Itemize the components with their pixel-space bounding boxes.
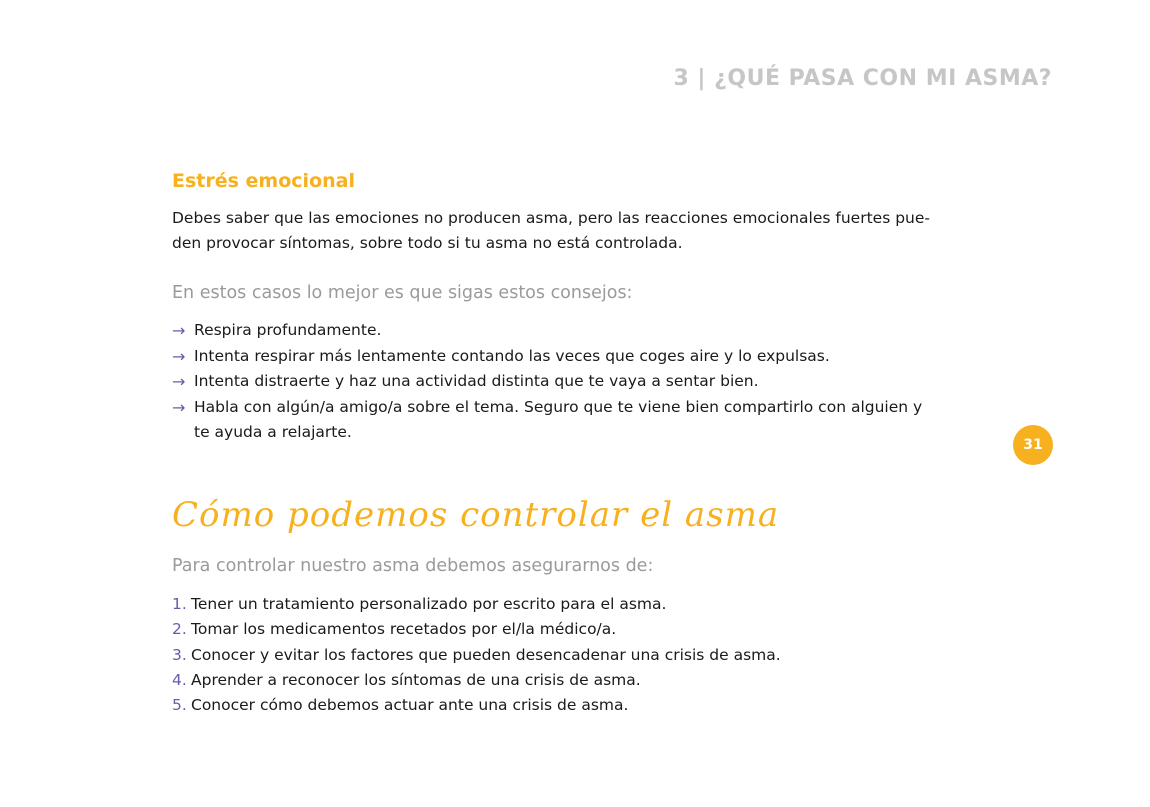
arrow-right-icon: → bbox=[172, 397, 186, 417]
list-item-text: Intenta distraerte y haz una actividad distinta que te vaya a sentar bien. bbox=[194, 372, 759, 390]
list-item bbox=[172, 344, 942, 370]
list-item bbox=[172, 318, 942, 344]
list-marker: 2. bbox=[172, 620, 187, 639]
list-item-text: Respira profundamente. bbox=[194, 321, 382, 339]
tips-heading: En estos casos lo mejor es que sigas estos consejos: bbox=[172, 283, 633, 303]
list-item-text: Tener un tratamiento personalizado por escrito para el asma. bbox=[191, 595, 667, 613]
list-item-text: Habla con algún/a amigo/a sobre el tema. Seguro que te viene bien compartirlo con alguien y te ayuda a relajarte. bbox=[194, 397, 923, 441]
list-item-text: Aprender a reconocer los síntomas de una crisis de asma. bbox=[191, 670, 641, 689]
chapter-header: 3 | ¿QUÉ PASA CON MI ASMA? bbox=[673, 66, 1052, 91]
list-marker: 4. bbox=[172, 670, 187, 689]
tips-list bbox=[172, 318, 942, 446]
list-item-text: Intenta respirar más lentamente contando las veces que coges aire y lo expulsas. bbox=[194, 346, 830, 365]
list-item bbox=[172, 693, 942, 718]
page-number-badge bbox=[1013, 425, 1053, 465]
arrow-right-icon: → bbox=[172, 346, 186, 366]
list-item-text: Conocer y evitar los factores que pueden desencadenar una crisis de asma. bbox=[191, 645, 781, 664]
list-item bbox=[172, 395, 942, 446]
control-intro: Para controlar nuestro asma debemos asegurarnos de: bbox=[172, 556, 654, 576]
list-item bbox=[172, 668, 942, 693]
arrow-right-icon: → bbox=[172, 372, 186, 391]
list-marker: 3. bbox=[172, 645, 187, 664]
list-marker: 1. bbox=[172, 595, 187, 613]
list-item bbox=[172, 643, 942, 668]
page-number: 31 bbox=[1023, 437, 1043, 453]
list-item-text: Conocer cómo debemos actuar ante una crisis de asma. bbox=[191, 696, 629, 715]
control-steps-list bbox=[172, 592, 942, 718]
control-heading: Cómo podemos controlar el asma bbox=[172, 495, 780, 535]
list-item bbox=[172, 369, 942, 395]
list-item-text: Tomar los medicamentos recetados por el/la médico/a. bbox=[191, 620, 617, 639]
list-item bbox=[172, 617, 942, 642]
arrow-right-icon: → bbox=[172, 321, 186, 340]
list-marker: 5. bbox=[172, 696, 187, 715]
section-paragraph: Debes saber que las emociones no producen asma, pero las reacciones emocionales fuertes pue-den provocar síntomas, sobre todo si tu asma no está controlada. bbox=[172, 209, 930, 252]
list-item bbox=[172, 592, 942, 617]
section-title: Estrés emocional bbox=[172, 170, 355, 192]
